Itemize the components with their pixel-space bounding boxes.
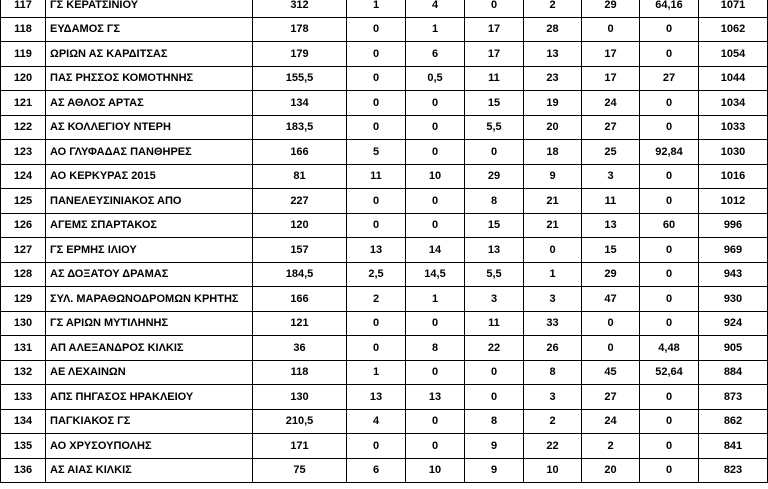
- points-col-3-cell: 6: [406, 42, 465, 67]
- club-name-cell: ΑΕ ΛΕΧΑΙΝΩΝ: [46, 360, 253, 385]
- points-col-4-cell: 17: [465, 17, 524, 42]
- points-col-2-cell: 13: [347, 238, 406, 263]
- points-col-1-cell: 166: [253, 287, 347, 312]
- points-col-7-cell: 64,16: [640, 0, 699, 17]
- table-row: [1, 91, 768, 116]
- points-col-1-cell: 227: [253, 189, 347, 214]
- table-row: [1, 434, 768, 459]
- points-col-1-cell: 118: [253, 360, 347, 385]
- points-col-7-cell: 0: [640, 287, 699, 312]
- points-col-6-cell: 24: [582, 91, 640, 116]
- points-col-2-cell: 0: [347, 311, 406, 336]
- club-name-cell: ΑΟ ΧΡΥΣΟΥΠΟΛΗΣ: [46, 434, 253, 459]
- club-name-cell: ΓΣ ΑΡΙΩΝ ΜΥΤΙΛΗΝΗΣ: [46, 311, 253, 336]
- rank-cell: 131: [1, 336, 46, 361]
- points-col-1-cell: 210,5: [253, 409, 347, 434]
- points-col-2-cell: 1: [347, 0, 406, 17]
- points-col-2-cell: 2: [347, 287, 406, 312]
- points-col-3-cell: 14,5: [406, 262, 465, 287]
- points-col-1-cell: 184,5: [253, 262, 347, 287]
- table-row: [1, 17, 768, 42]
- points-col-3-cell: 0: [406, 409, 465, 434]
- points-col-3-cell: 0: [406, 360, 465, 385]
- points-col-4-cell: 8: [465, 409, 524, 434]
- points-col-3-cell: 0: [406, 311, 465, 336]
- club-name-cell: ΑΓΕΜΣ ΣΠΑΡΤΑΚΟΣ: [46, 213, 253, 238]
- total-points-cell: 943: [699, 262, 768, 287]
- points-col-2-cell: 5: [347, 140, 406, 165]
- table-row: [1, 189, 768, 214]
- points-col-1-cell: 183,5: [253, 115, 347, 140]
- rank-cell: 119: [1, 42, 46, 67]
- club-name-cell: ΠΑΝΕΛΕΥΣΙΝΙΑΚΟΣ ΑΠΟ: [46, 189, 253, 214]
- rank-cell: 129: [1, 287, 46, 312]
- points-col-4-cell: 15: [465, 213, 524, 238]
- table-row: [1, 115, 768, 140]
- points-col-5-cell: 20: [524, 115, 582, 140]
- total-points-cell: 924: [699, 311, 768, 336]
- points-col-7-cell: 52,64: [640, 360, 699, 385]
- points-col-4-cell: 29: [465, 164, 524, 189]
- points-col-6-cell: 45: [582, 360, 640, 385]
- total-points-cell: 969: [699, 238, 768, 263]
- table-body: [1, 0, 768, 483]
- points-col-7-cell: 0: [640, 164, 699, 189]
- rank-cell: 128: [1, 262, 46, 287]
- rank-cell: 124: [1, 164, 46, 189]
- points-col-1-cell: 120: [253, 213, 347, 238]
- points-col-1-cell: 121: [253, 311, 347, 336]
- points-col-1-cell: 134: [253, 91, 347, 116]
- points-col-1-cell: 312: [253, 0, 347, 17]
- rank-cell: 134: [1, 409, 46, 434]
- points-col-6-cell: 27: [582, 385, 640, 410]
- points-col-4-cell: 0: [465, 0, 524, 17]
- total-points-cell: 1034: [699, 91, 768, 116]
- points-col-1-cell: 81: [253, 164, 347, 189]
- points-col-7-cell: 27: [640, 66, 699, 91]
- points-col-7-cell: 0: [640, 189, 699, 214]
- points-col-2-cell: 13: [347, 385, 406, 410]
- rank-cell: 125: [1, 189, 46, 214]
- rank-cell: 135: [1, 434, 46, 459]
- rank-cell: 132: [1, 360, 46, 385]
- points-col-7-cell: 0: [640, 17, 699, 42]
- club-name-cell: ΓΣ ΕΡΜΗΣ ΙΛΙΟΥ: [46, 238, 253, 263]
- table-row: [1, 140, 768, 165]
- table-row: [1, 262, 768, 287]
- points-col-5-cell: 19: [524, 91, 582, 116]
- points-col-3-cell: 4: [406, 0, 465, 17]
- points-col-2-cell: 0: [347, 336, 406, 361]
- points-col-7-cell: 60: [640, 213, 699, 238]
- points-col-7-cell: 0: [640, 409, 699, 434]
- points-col-1-cell: 36: [253, 336, 347, 361]
- points-col-6-cell: 24: [582, 409, 640, 434]
- points-col-2-cell: 0: [347, 115, 406, 140]
- club-name-cell: ΩΡΙΩΝ ΑΣ ΚΑΡΔΙΤΣΑΣ: [46, 42, 253, 67]
- total-points-cell: 862: [699, 409, 768, 434]
- points-col-4-cell: 3: [465, 287, 524, 312]
- club-name-cell: ΑΠΣ ΠΗΓΑΣΟΣ ΗΡΑΚΛΕΙΟΥ: [46, 385, 253, 410]
- club-name-cell: ΑΟ ΚΕΡΚΥΡΑΣ 2015: [46, 164, 253, 189]
- points-col-6-cell: 25: [582, 140, 640, 165]
- points-col-4-cell: 9: [465, 458, 524, 483]
- total-points-cell: 1044: [699, 66, 768, 91]
- points-col-1-cell: 155,5: [253, 66, 347, 91]
- points-col-3-cell: 0: [406, 213, 465, 238]
- points-col-4-cell: 5,5: [465, 115, 524, 140]
- points-col-2-cell: 0: [347, 91, 406, 116]
- points-col-5-cell: 3: [524, 287, 582, 312]
- points-col-4-cell: 0: [465, 385, 524, 410]
- club-name-cell: ΑΣ ΑΘΛΟΣ ΑΡΤΑΣ: [46, 91, 253, 116]
- points-col-3-cell: 10: [406, 458, 465, 483]
- rank-cell: 120: [1, 66, 46, 91]
- points-col-1-cell: 75: [253, 458, 347, 483]
- points-col-4-cell: 8: [465, 189, 524, 214]
- points-col-6-cell: 27: [582, 115, 640, 140]
- points-col-1-cell: 166: [253, 140, 347, 165]
- points-col-7-cell: 0: [640, 311, 699, 336]
- points-col-1-cell: 130: [253, 385, 347, 410]
- points-col-7-cell: 0: [640, 42, 699, 67]
- points-col-7-cell: 0: [640, 238, 699, 263]
- rank-cell: 122: [1, 115, 46, 140]
- points-col-3-cell: 0: [406, 140, 465, 165]
- points-col-6-cell: 0: [582, 311, 640, 336]
- points-col-5-cell: 2: [524, 409, 582, 434]
- points-col-6-cell: 17: [582, 66, 640, 91]
- points-col-4-cell: 5,5: [465, 262, 524, 287]
- points-col-1-cell: 178: [253, 17, 347, 42]
- table-row: [1, 409, 768, 434]
- points-col-5-cell: 10: [524, 458, 582, 483]
- table-row: [1, 360, 768, 385]
- table-row: [1, 385, 768, 410]
- points-col-5-cell: 21: [524, 213, 582, 238]
- club-name-cell: ΑΟ ΓΛΥΦΑΔΑΣ ΠΑΝΘΗΡΕΣ: [46, 140, 253, 165]
- club-name-cell: ΣΥΛ. ΜΑΡΑΘΩΝΟΔΡΟΜΩΝ ΚΡΗΤΗΣ: [46, 287, 253, 312]
- points-col-5-cell: 1: [524, 262, 582, 287]
- table-row: [1, 0, 768, 17]
- total-points-cell: 884: [699, 360, 768, 385]
- rank-cell: 127: [1, 238, 46, 263]
- points-col-7-cell: 0: [640, 434, 699, 459]
- points-col-2-cell: 6: [347, 458, 406, 483]
- rank-cell: 117: [1, 0, 46, 17]
- total-points-cell: 873: [699, 385, 768, 410]
- club-name-cell: ΑΠ ΑΛΕΞΑΝΔΡΟΣ ΚΙΛΚΙΣ: [46, 336, 253, 361]
- table-row: [1, 336, 768, 361]
- total-points-cell: 1054: [699, 42, 768, 67]
- points-col-4-cell: 15: [465, 91, 524, 116]
- points-col-2-cell: 0: [347, 434, 406, 459]
- club-name-cell: ΠΑΓΚΙΑΚΟΣ ΓΣ: [46, 409, 253, 434]
- club-name-cell: ΠΑΣ ΡΗΣΣΟΣ ΚΟΜΟΤΗΝΗΣ: [46, 66, 253, 91]
- points-col-4-cell: 0: [465, 140, 524, 165]
- points-col-1-cell: 179: [253, 42, 347, 67]
- points-col-6-cell: 47: [582, 287, 640, 312]
- points-col-6-cell: 0: [582, 17, 640, 42]
- points-col-3-cell: 0,5: [406, 66, 465, 91]
- points-col-5-cell: 33: [524, 311, 582, 336]
- rank-cell: 130: [1, 311, 46, 336]
- points-col-7-cell: 4,48: [640, 336, 699, 361]
- table-row: [1, 42, 768, 67]
- points-col-3-cell: 8: [406, 336, 465, 361]
- points-col-2-cell: 0: [347, 66, 406, 91]
- total-points-cell: 1030: [699, 140, 768, 165]
- points-col-3-cell: 0: [406, 91, 465, 116]
- points-col-3-cell: 0: [406, 115, 465, 140]
- table-row: [1, 213, 768, 238]
- total-points-cell: 1033: [699, 115, 768, 140]
- points-col-7-cell: 0: [640, 385, 699, 410]
- points-col-4-cell: 0: [465, 360, 524, 385]
- points-col-3-cell: 1: [406, 287, 465, 312]
- points-col-5-cell: 0: [524, 238, 582, 263]
- total-points-cell: 1016: [699, 164, 768, 189]
- points-col-3-cell: 1: [406, 17, 465, 42]
- points-col-2-cell: 0: [347, 213, 406, 238]
- points-col-7-cell: 0: [640, 262, 699, 287]
- points-col-4-cell: 22: [465, 336, 524, 361]
- club-name-cell: ΑΣ ΔΟΞΑΤΟΥ ΔΡΑΜΑΣ: [46, 262, 253, 287]
- total-points-cell: 930: [699, 287, 768, 312]
- points-col-1-cell: 157: [253, 238, 347, 263]
- club-name-cell: ΓΣ ΚΕΡΑΤΣΙΝΙΟΥ: [46, 0, 253, 17]
- total-points-cell: 1062: [699, 17, 768, 42]
- club-name-cell: ΕΥΔΑΜΟΣ ΓΣ: [46, 17, 253, 42]
- points-col-6-cell: 15: [582, 238, 640, 263]
- points-col-3-cell: 14: [406, 238, 465, 263]
- points-col-2-cell: 1: [347, 360, 406, 385]
- rank-cell: 118: [1, 17, 46, 42]
- points-col-5-cell: 22: [524, 434, 582, 459]
- points-col-5-cell: 18: [524, 140, 582, 165]
- rank-cell: 136: [1, 458, 46, 483]
- points-col-3-cell: 0: [406, 434, 465, 459]
- points-col-4-cell: 11: [465, 311, 524, 336]
- points-col-7-cell: 92,84: [640, 140, 699, 165]
- points-col-2-cell: 4: [347, 409, 406, 434]
- points-col-6-cell: 11: [582, 189, 640, 214]
- table-row: [1, 311, 768, 336]
- points-col-5-cell: 3: [524, 385, 582, 410]
- table-row: [1, 238, 768, 263]
- table-row: [1, 287, 768, 312]
- total-points-cell: 841: [699, 434, 768, 459]
- points-col-6-cell: 2: [582, 434, 640, 459]
- points-col-2-cell: 0: [347, 42, 406, 67]
- points-col-6-cell: 29: [582, 262, 640, 287]
- points-col-5-cell: 9: [524, 164, 582, 189]
- club-name-cell: ΑΣ ΑΙΑΣ ΚΙΛΚΙΣ: [46, 458, 253, 483]
- points-col-2-cell: 0: [347, 189, 406, 214]
- points-col-4-cell: 17: [465, 42, 524, 67]
- table-row: [1, 66, 768, 91]
- points-col-2-cell: 11: [347, 164, 406, 189]
- points-col-6-cell: 17: [582, 42, 640, 67]
- rank-cell: 126: [1, 213, 46, 238]
- points-col-5-cell: 13: [524, 42, 582, 67]
- rank-cell: 133: [1, 385, 46, 410]
- table-row: [1, 458, 768, 483]
- total-points-cell: 823: [699, 458, 768, 483]
- total-points-cell: 905: [699, 336, 768, 361]
- points-col-7-cell: 0: [640, 91, 699, 116]
- total-points-cell: 1071: [699, 0, 768, 17]
- points-col-6-cell: 29: [582, 0, 640, 17]
- points-col-3-cell: 0: [406, 189, 465, 214]
- rank-cell: 121: [1, 91, 46, 116]
- points-col-6-cell: 3: [582, 164, 640, 189]
- points-col-6-cell: 20: [582, 458, 640, 483]
- points-col-1-cell: 171: [253, 434, 347, 459]
- points-col-6-cell: 0: [582, 336, 640, 361]
- points-col-2-cell: 2,5: [347, 262, 406, 287]
- table-row: [1, 164, 768, 189]
- points-col-5-cell: 2: [524, 0, 582, 17]
- points-col-4-cell: 9: [465, 434, 524, 459]
- points-col-4-cell: 11: [465, 66, 524, 91]
- points-col-4-cell: 13: [465, 238, 524, 263]
- points-col-6-cell: 13: [582, 213, 640, 238]
- points-col-3-cell: 10: [406, 164, 465, 189]
- points-col-7-cell: 0: [640, 458, 699, 483]
- points-col-7-cell: 0: [640, 115, 699, 140]
- points-col-2-cell: 0: [347, 17, 406, 42]
- points-col-5-cell: 21: [524, 189, 582, 214]
- rank-cell: 123: [1, 140, 46, 165]
- total-points-cell: 1012: [699, 189, 768, 214]
- points-col-5-cell: 26: [524, 336, 582, 361]
- club-name-cell: ΑΣ ΚΟΛΛΕΓΙΟΥ ΝΤΕΡΗ: [46, 115, 253, 140]
- points-col-5-cell: 8: [524, 360, 582, 385]
- points-col-3-cell: 13: [406, 385, 465, 410]
- points-col-5-cell: 23: [524, 66, 582, 91]
- points-col-5-cell: 28: [524, 17, 582, 42]
- total-points-cell: 996: [699, 213, 768, 238]
